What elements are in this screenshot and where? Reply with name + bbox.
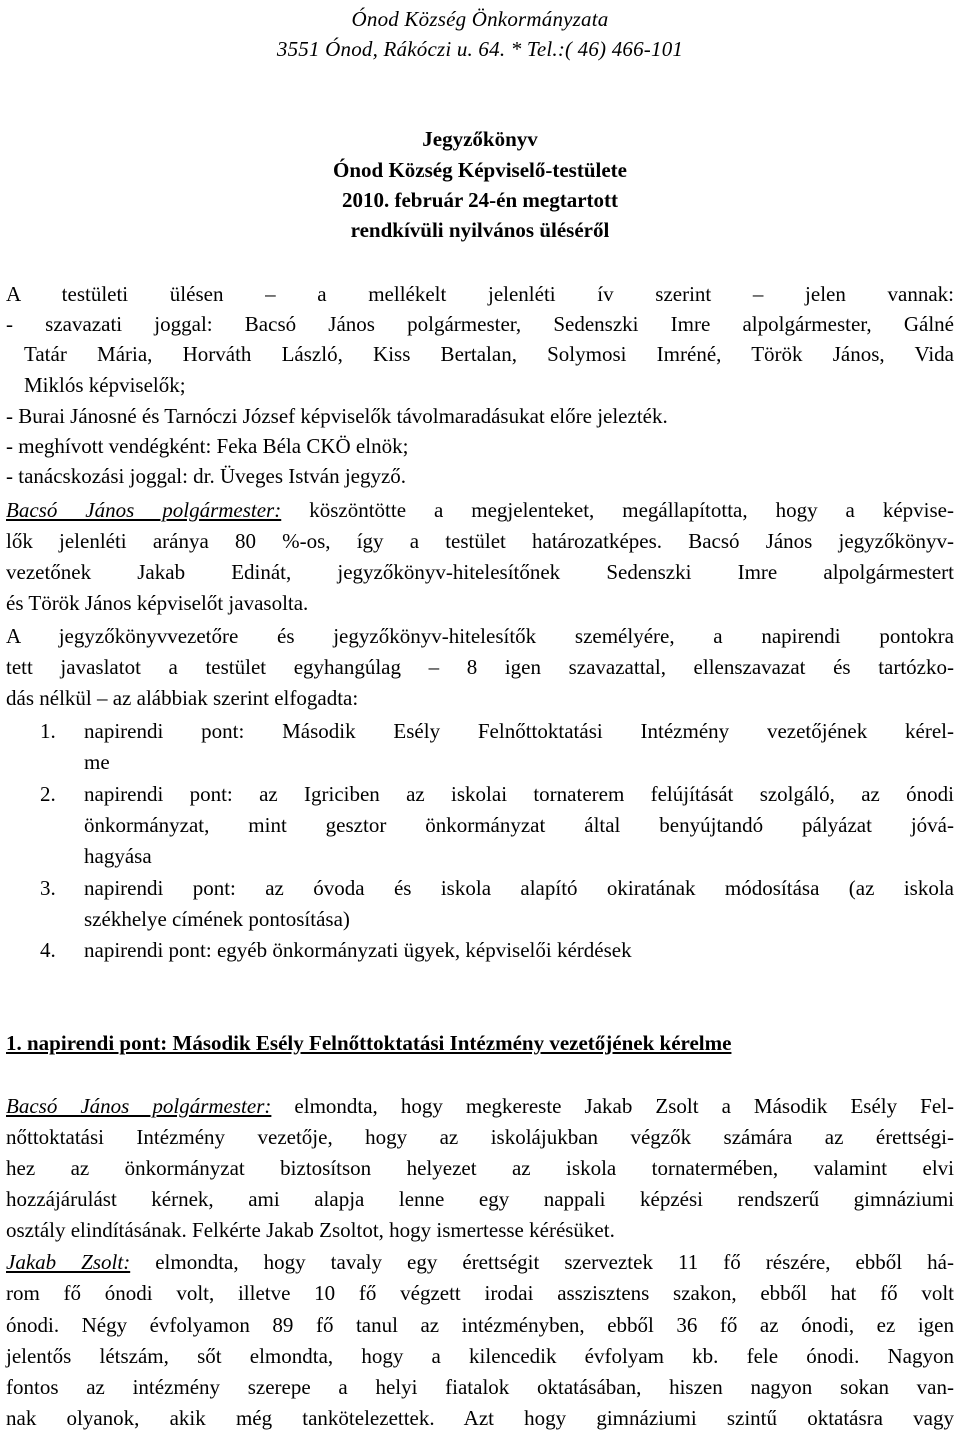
agenda-item-number: 4. xyxy=(40,938,56,962)
mayor-statement-line-1 xyxy=(6,1091,954,1121)
opening-line-4: és Török János képviselőt javasolta. xyxy=(6,591,309,615)
jakab-statement-text: elmondta, hogy tavaly egy érettségit szerveztek 11 fő részére, ebből há- xyxy=(130,1250,954,1274)
agenda-item-text: székhelye címének pontosítása) xyxy=(84,907,350,931)
attendance-intro: A testületi ülésen – a mellékelt jelenléti ív szerint – jelen vannak: xyxy=(6,282,954,306)
document-subtitle-session: rendkívüli nyilvános üléséről xyxy=(350,218,610,242)
agenda-item-text: hagyása xyxy=(84,844,152,868)
opening-line-1 xyxy=(6,495,954,525)
jakab-statement-line-4: jelentős létszám, sőt elmondta, hogy a kilencedik évfolyam kb. fele ónodi. Nagyon xyxy=(6,1344,954,1368)
opening-line-3: vezetőnek Jakab Edinát, jegyzőkönyv-hitelesítőnek Sedenszki Imre alpolgármestert xyxy=(6,560,954,584)
mayor-statement-line-4: hozzájárulást kérnek, ami alapja lenne egy nappali képzési rendszerű gimnáziumi xyxy=(6,1187,954,1211)
agenda-intro-line-2: tett javaslatot a testület egyhangúlag – 8 igen szavazattal, ellenszavazat és tartózko- xyxy=(6,655,954,679)
speaker-label-mayor: Bacsó János polgármester: xyxy=(6,1094,272,1118)
jakab-statement-line-3: ónodi. Négy évfolyamon 89 fő tanul az intézményben, ebből 36 fő az ónodi, ez igen xyxy=(6,1313,954,1337)
agenda-item-text: napirendi pont: Második Esély Felnőttoktatási Intézmény vezetőjének kérel- xyxy=(84,719,954,743)
agenda-item-number: 1. xyxy=(40,719,56,743)
attendance-advisory: - tanácskozási joggal: dr. Üveges István jegyző. xyxy=(6,464,407,488)
speaker-label-jakab: Jakab Zsolt: xyxy=(6,1250,131,1274)
document-subtitle-body: Ónod Község Képviselő-testülete xyxy=(333,158,627,182)
agenda-item-text: napirendi pont: az óvoda és iskola alapító okiratának módosítása (az iskola xyxy=(84,876,954,900)
agenda-item-text: napirendi pont: egyéb önkormányzati ügyek, képviselői kérdések xyxy=(84,938,632,962)
opening-line-2: lők jelenléti aránya 80 %-os, így a testület határozatképes. Bacsó János jegyzőkönyv- xyxy=(6,529,954,553)
mayor-statement-line-3: hez az önkormányzat biztosítson helyezet az iskola tornatermében, valamint elvi xyxy=(6,1156,954,1180)
agenda-item-text: önkormányzat, mint gesztor önkormányzat által benyújtandó pályázat jóvá- xyxy=(84,813,954,837)
opening-text: köszöntötte a megjelenteket, megállapította, hogy a képvise- xyxy=(281,498,954,522)
jakab-statement-line-5: fontos az intézmény szerepe a helyi fiatalok oktatásában, hiszen nagyon sokan van- xyxy=(6,1375,954,1399)
agenda-item-text: me xyxy=(84,750,110,774)
letterhead-address: 3551 Ónod, Rákóczi u. 64. * Tel.:( 46) 466-101 xyxy=(276,37,684,61)
document-title: Jegyzőkönyv xyxy=(422,127,538,151)
agenda-item-number: 3. xyxy=(40,876,56,900)
agenda-item-text: napirendi pont: az Igriciben az iskolai tornaterem felújítását szolgáló, az ónodi xyxy=(84,782,954,806)
attendance-guest: - meghívott vendégként: Feka Béla CKÖ elnök; xyxy=(6,434,409,458)
letterhead-organization: Ónod Község Önkormányzata xyxy=(351,7,609,31)
mayor-statement-line-5: osztály elindításának. Felkérte Jakab Zsoltot, hogy ismertesse kérésüket. xyxy=(6,1218,615,1242)
section-heading: 1. napirendi pont: Második Esély Felnőttoktatási Intézmény vezetőjének kérelme xyxy=(6,1031,732,1055)
agenda-intro-line-1: A jegyzőkönyvvezetőre és jegyzőkönyv-hitelesítők személyére, a napirendi pontokra xyxy=(6,624,954,648)
jakab-statement-line-2: rom fő ónodi volt, illetve 10 fő végzett irodai asszisztens szakon, ebből hat fő volt xyxy=(6,1281,954,1305)
jakab-statement-line-1 xyxy=(6,1247,954,1277)
attendance-absent: - Burai Jánosné és Tarnóczi József képviselők távolmaradásukat előre jelezték. xyxy=(6,404,668,428)
document-subtitle-date: 2010. február 24-én megtartott xyxy=(341,188,619,212)
attendance-voting-line-3: Miklós képviselők; xyxy=(24,373,186,397)
jakab-statement-line-6: nak olyanok, akik még tankötelezettek. Azt hogy gimnáziumi szintű oktatásra vagy xyxy=(6,1406,954,1430)
attendance-voting-line-1: - szavazati joggal: Bacsó János polgármester, Sedenszki Imre alpolgármester, Gálné xyxy=(6,312,954,336)
mayor-statement-text: elmondta, hogy megkereste Jakab Zsolt a Második Esély Fel- xyxy=(271,1094,954,1118)
agenda-item-number: 2. xyxy=(40,782,56,806)
mayor-statement-line-2: nőttoktatási Intézmény vezetője, hogy az iskolájukban végzők számára az érettségi- xyxy=(6,1125,954,1149)
agenda-intro-line-3: dás nélkül – az alábbiak szerint elfogadta: xyxy=(6,686,359,710)
speaker-label-mayor: Bacsó János polgármester: xyxy=(6,498,282,522)
attendance-voting-line-2: Tatár Mária, Horváth László, Kiss Bertalan, Solymosi Imréné, Török János, Vida xyxy=(24,342,954,366)
